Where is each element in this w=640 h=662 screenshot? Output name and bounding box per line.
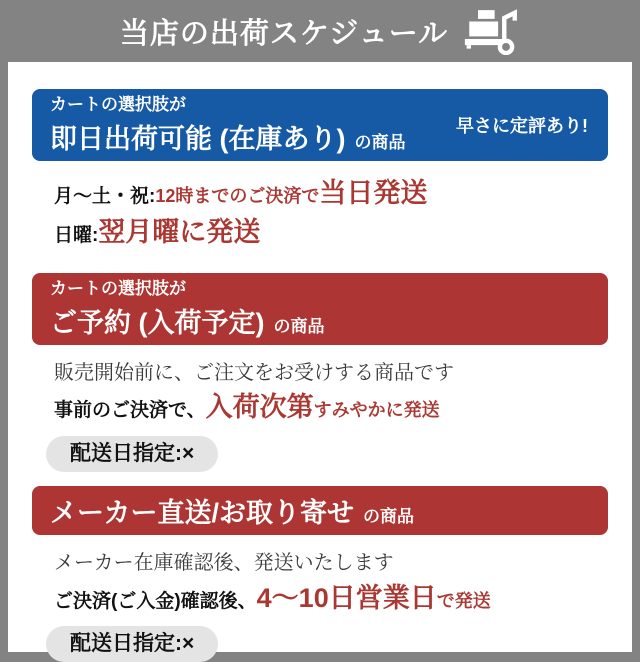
banner-maker-direct xyxy=(32,486,608,535)
banner-suffix-label: の商品 xyxy=(273,316,325,336)
banner-main-label: 即日出荷可能 (在庫あり) xyxy=(50,123,346,154)
banner-same-day-shipping xyxy=(32,89,608,161)
banner-line-main xyxy=(50,301,324,340)
banner-main-label: ご予約 (入荷予定) xyxy=(50,307,265,338)
banner-main-label: メーカー直送/お取り寄せ xyxy=(50,498,354,528)
page-header xyxy=(0,0,640,62)
preorder-description-line xyxy=(54,359,632,389)
content-panel xyxy=(8,62,632,655)
delivery-date-row xyxy=(46,436,632,472)
sunday-label: 日曜: xyxy=(54,225,99,246)
banner-text-block xyxy=(50,94,405,156)
preorder-description: 販売開始前に、ご注文をお受けする商品です xyxy=(54,362,454,384)
banner-preorder xyxy=(32,273,608,345)
banner-note: 早さに定評あり! xyxy=(456,116,588,136)
preorder-condition-label: 事前のご決済で、 xyxy=(54,400,206,421)
banner-suffix-label: の商品 xyxy=(362,507,414,526)
weekday-label: 月〜土・祝: xyxy=(54,186,156,207)
delivery-date-badge: 配送日指定:× xyxy=(46,436,218,472)
banner-line-cart-option: カートの選択肢が xyxy=(50,95,186,115)
maker-shipping-line xyxy=(54,579,632,622)
preorder-result: すみやかに発送 xyxy=(313,400,440,420)
weekday-result: 当日発送 xyxy=(319,178,428,208)
sunday-result: 翌月曜に発送 xyxy=(98,217,261,247)
delivery-date-badge: 配送日指定:× xyxy=(46,626,218,662)
preorder-shipping-line xyxy=(54,389,632,430)
banner-suffix-label: の商品 xyxy=(354,132,406,152)
maker-description: メーカー在庫確認後、発送いたします xyxy=(54,552,394,574)
weekday-condition: 12時までのご決済で xyxy=(155,186,320,206)
banner-line-main xyxy=(50,117,405,156)
weekday-shipping-line xyxy=(54,177,632,214)
banner-line-main xyxy=(50,491,414,530)
sunday-shipping-line xyxy=(54,214,632,255)
maker-description-line xyxy=(54,549,632,579)
handtruck-icon xyxy=(464,9,520,55)
maker-result: で発送 xyxy=(436,591,491,611)
banner-line-cart-option: カートの選択肢が xyxy=(50,279,186,299)
delivery-date-row xyxy=(46,626,632,662)
maker-condition-label: ご決済(ご入金)確認後、 xyxy=(54,591,257,612)
page-title: 当店の出荷スケジュール xyxy=(119,17,449,50)
preorder-emphasis: 入荷次第 xyxy=(205,392,314,422)
banner-text-block xyxy=(50,278,324,340)
maker-emphasis: 4〜10日営業日 xyxy=(256,583,437,613)
